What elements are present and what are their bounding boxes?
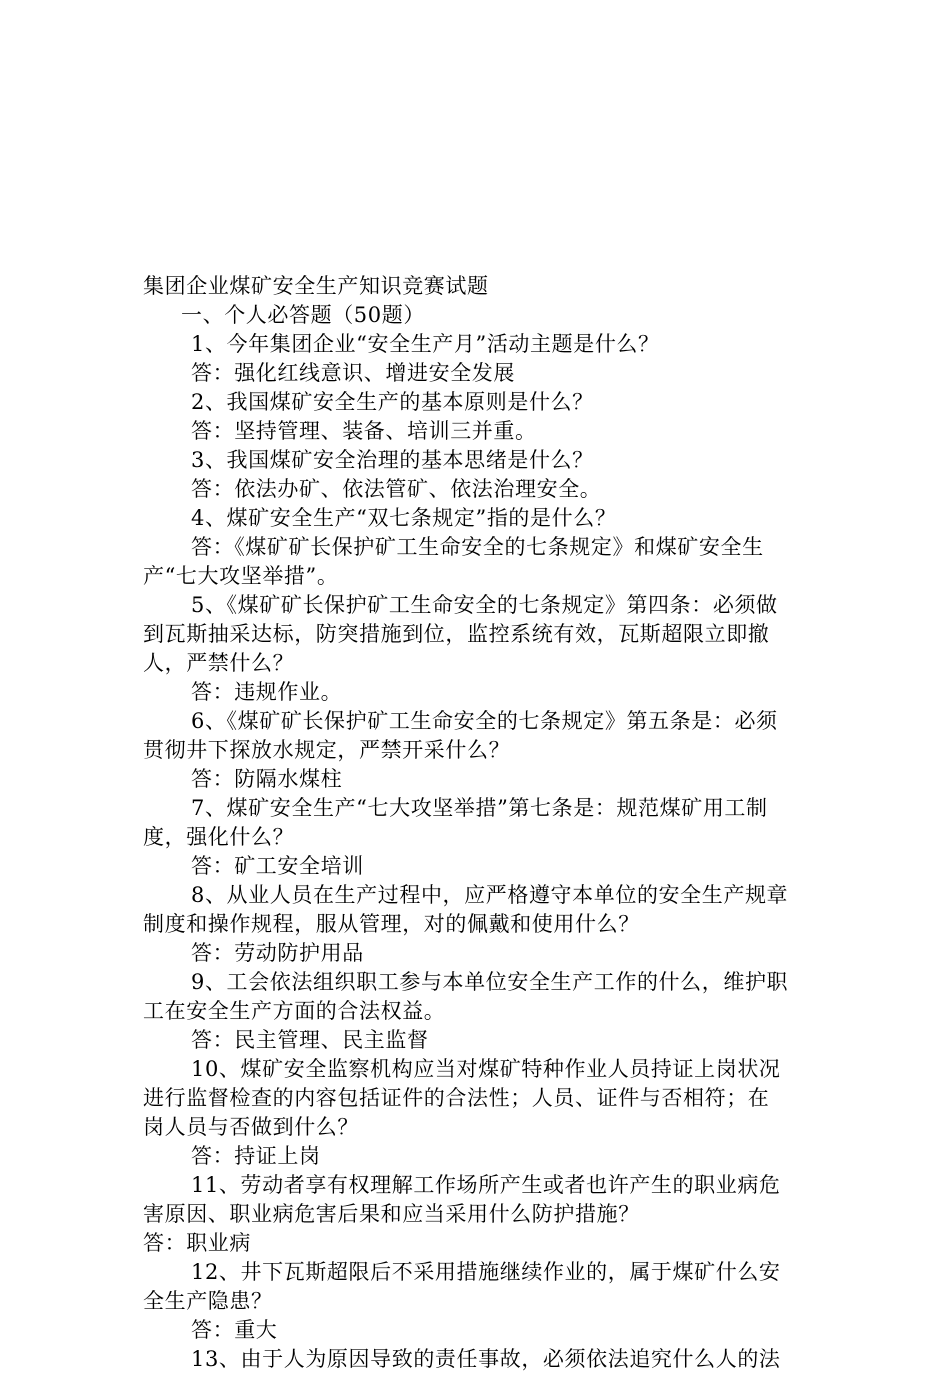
text-line: 7、煤矿安全生产“七大攻坚举措”第七条是：规范煤矿用工制 — [191, 796, 768, 820]
text-line: 9、工会依法组织职工参与本单位安全生产工作的什么，维护职 — [191, 970, 789, 994]
text-line: 4、煤矿安全生产“双七条规定”指的是什么？ — [191, 506, 617, 530]
text-line: 产“七大攻坚举措”。 — [143, 564, 339, 588]
text-line: 10、煤矿安全监察机构应当对煤矿特种作业人员持证上岗状况 — [191, 1057, 781, 1081]
text-line: 贯彻井下探放水规定，严禁开采什么？ — [143, 738, 511, 762]
text-line: 到瓦斯抽采达标，防突措施到位，监控系统有效，瓦斯超限立即撤 — [143, 622, 770, 646]
text-line: 答：劳动防护用品 — [191, 941, 364, 965]
text-line: 答：《煤矿矿长保护矿工生命安全的七条规定》和煤矿安全生 — [191, 535, 764, 559]
text-line: 答：重大 — [191, 1318, 278, 1342]
text-line: 13、由于人为原因导致的责任事故，必须依法追究什么人的法 — [191, 1347, 781, 1371]
text-line: 制度和操作规程，服从管理，对的佩戴和使用什么？ — [143, 912, 640, 936]
text-line: 1、今年集团企业“安全生产月”活动主题是什么？ — [191, 332, 660, 356]
text-line: 害原因、职业病危害后果和应当采用什么防护措施？ — [143, 1202, 640, 1226]
section-heading: 一、个人必答题（50题） — [181, 303, 425, 327]
text-line: 全生产隐患？ — [143, 1289, 273, 1313]
document-body — [143, 272, 808, 1374]
text-line: 答：持证上岗 — [191, 1144, 321, 1168]
text-line: 答：坚持管理、装备、培训三并重。 — [191, 419, 537, 443]
text-line: 2、我国煤矿安全生产的基本原则是什么？ — [191, 390, 594, 414]
text-line: 5、《煤矿矿长保护矿工生命安全的七条规定》第四条：必须做 — [191, 593, 778, 617]
text-line: 答：强化红线意识、增进安全发展 — [191, 361, 515, 385]
text-line: 答：矿工安全培训 — [191, 854, 364, 878]
text-line: 答：违规作业。 — [191, 680, 343, 704]
text-line: 3、我国煤矿安全治理的基本思绪是什么？ — [191, 448, 594, 472]
text-line: 进行监督检查的内容包括证件的合法性；人员、证件与否相符；在 — [143, 1086, 770, 1110]
text-line: 工在安全生产方面的合法权益。 — [143, 999, 446, 1023]
text-line: 11、劳动者享有权理解工作场所产生或者也许产生的职业病危 — [191, 1173, 781, 1197]
text-line: 人，严禁什么？ — [143, 651, 295, 675]
text-line: 答：防隔水煤柱 — [191, 767, 343, 791]
question-list — [143, 330, 808, 1374]
text-line: 答：民主管理、民主监督 — [191, 1028, 429, 1052]
text-line: 岗人员与否做到什么？ — [143, 1115, 359, 1139]
text-line: 答：依法办矿、依法管矿、依法治理安全。 — [191, 477, 602, 501]
text-line: 6、《煤矿矿长保护矿工生命安全的七条规定》第五条是：必须 — [191, 709, 778, 733]
document-title: 集团企业煤矿安全生产知识竞赛试题 — [143, 274, 489, 298]
text-line: 度，强化什么？ — [143, 825, 295, 849]
text-line: 答：职业病 — [143, 1231, 251, 1255]
text-line: 12、井下瓦斯超限后不采用措施继续作业的，属于煤矿什么安 — [191, 1260, 781, 1284]
text-line: 8、从业人员在生产过程中，应严格遵守本单位的安全生产规章 — [191, 883, 789, 907]
